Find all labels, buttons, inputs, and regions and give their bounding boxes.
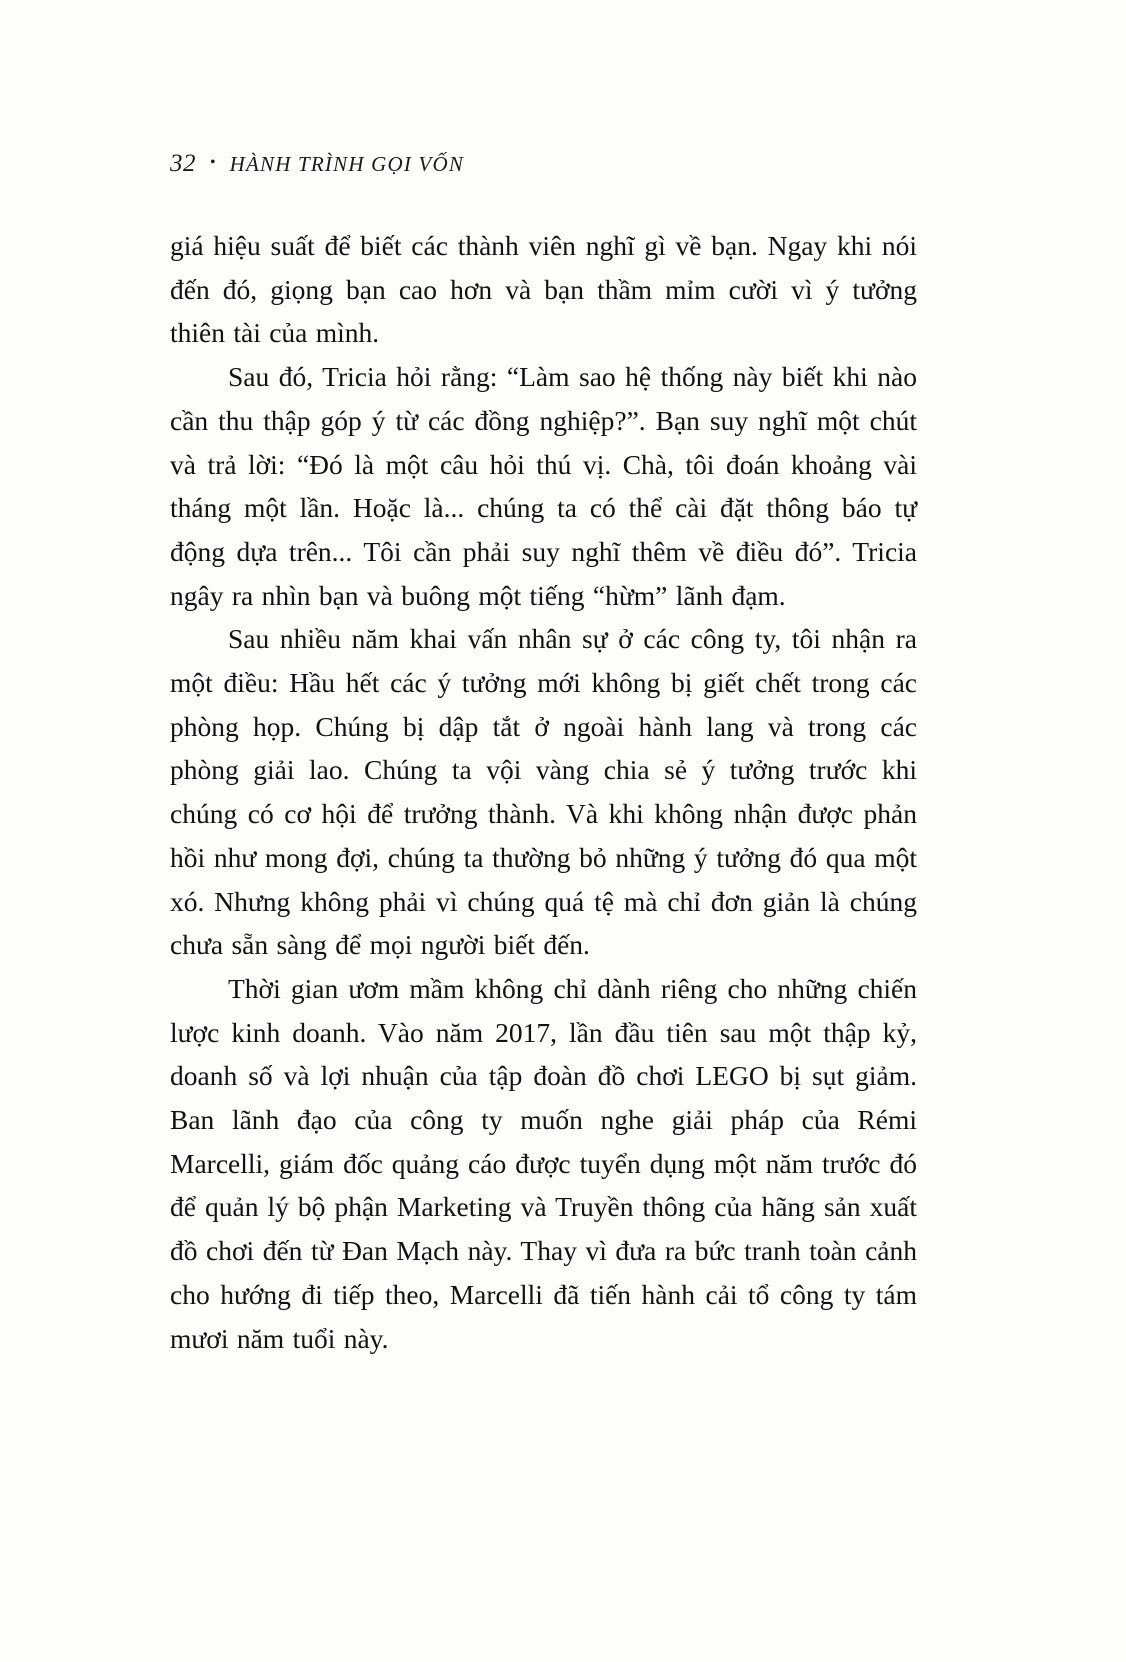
paragraph: Sau nhiều năm khai vấn nhân sự ở các công ty, tôi nhận ra một điều: Hầu hết các ý tưởng mới không bị giết chết trong các phòng họp. Chúng bị dập tắt ở ngoài hành lang và trong các phòng giải lao. Chúng ta vội vàng chia sẻ ý tưởng trước khi chúng có cơ hội để trưởng thành. Và khi không nhận được phản hồi như mong đợi, chúng ta thường bỏ những ý tưởng đó qua một xó. Nhưng không phải vì chúng quá tệ mà chỉ đơn giản là chúng chưa sẵn sàng để mọi người biết đến. — [170, 623, 917, 961]
running-header — [170, 150, 464, 178]
paragraph-continuation: giá hiệu suất để biết các thành viên nghĩ gì về bạn. Ngay khi nói đến đó, giọng bạn cao hơn và bạn thầm mỉm cười vì ý tưởng thiên tài của mình. — [170, 230, 917, 349]
body-text — [170, 224, 917, 1360]
paragraph: Sau đó, Tricia hỏi rằng: “Làm sao hệ thống này biết khi nào cần thu thập góp ý từ các đồng nghiệp?”. Bạn suy nghĩ một chút và trả lời: “Đó là một câu hỏi thú vị. Chà, tôi đoán khoảng vài tháng một lần. Hoặc là... chúng ta có thể cài đặt thông báo tự động dựa trên... Tôi cần phải suy nghĩ thêm về điều đó”. Tricia ngây ra nhìn bạn và buông một tiếng “hừm” lãnh đạm. — [170, 361, 917, 611]
book-title: HÀNH TRÌNH GỌI VỐN — [229, 152, 465, 176]
page-number: 32 — [170, 150, 196, 177]
header-separator-bullet: • — [210, 154, 216, 171]
paragraph: Thời gian ươm mầm không chỉ dành riêng cho những chiến lược kinh doanh. Vào năm 2017, lần đầu tiên sau một thập kỷ, doanh số và lợi nhuận của tập đoàn đồ chơi LEGO bị sụt giảm. Ban lãnh đạo của công ty muốn nghe giải pháp của Rémi Marcelli, giám đốc quảng cáo được tuyển dụng một năm trước đó để quản lý bộ phận Marketing và Truyền thông của hãng sản xuất đồ chơi đến từ Đan Mạch này. Thay vì đưa ra bức tranh toàn cảnh cho hướng đi tiếp theo, Marcelli đã tiến hành cải tổ công ty tám mươi năm tuổi này. — [170, 972, 917, 1354]
